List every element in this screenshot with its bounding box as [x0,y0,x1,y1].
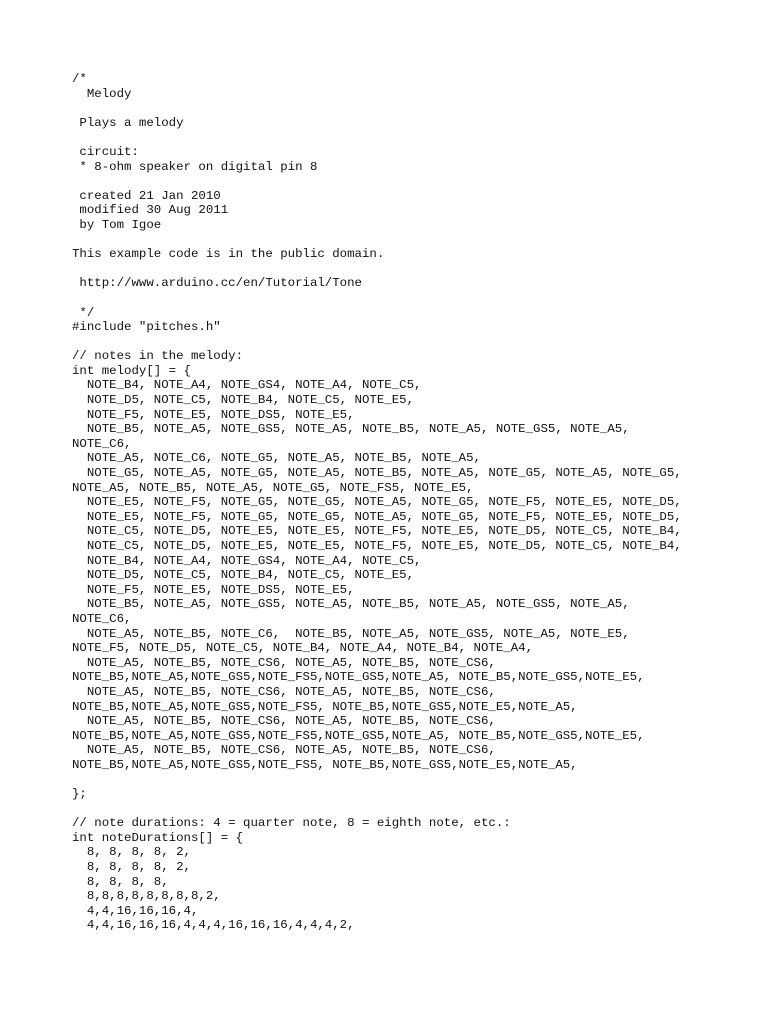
code-line: NOTE_F5, NOTE_E5, NOTE_DS5, NOTE_E5, [72,582,355,597]
code-line: #include "pitches.h" [72,320,221,335]
code-line: 8,8,8,8,8,8,8,8,2, [72,889,221,904]
code-line: http://www.arduino.cc/en/Tutorial/Tone [72,276,362,291]
blank-line [72,101,682,116]
code-line: 4,4,16,16,16,4,4,4,16,16,16,4,4,4,2, [72,918,355,933]
code-line: NOTE_B5,NOTE_A5,NOTE_GS5,NOTE_FS5,NOTE_GS5,NOTE_A5, NOTE_B5,NOTE_GS5,NOTE_E5, [72,670,645,685]
code-line: NOTE_C6, [72,611,132,626]
code-line: /* [72,72,87,86]
code-line: modified 30 Aug 2011 [72,203,229,218]
code-line: NOTE_B5, NOTE_A5, NOTE_GS5, NOTE_A5, NOTE_B5, NOTE_A5, NOTE_GS5, NOTE_A5, [72,597,630,612]
blank-line [72,130,682,145]
blank-line [72,291,682,306]
code-line: * 8-ohm speaker on digital pin 8 [72,159,318,174]
code-line: NOTE_D5, NOTE_C5, NOTE_B4, NOTE_C5, NOTE_E5, [72,393,415,408]
code-line: }; [72,787,87,802]
blank-line [72,233,682,248]
code-line: NOTE_A5, NOTE_B5, NOTE_CS6, NOTE_A5, NOTE_B5, NOTE_CS6, [72,655,496,670]
code-line: NOTE_C5, NOTE_D5, NOTE_E5, NOTE_E5, NOTE_F5, NOTE_E5, NOTE_D5, NOTE_C5, NOTE_B4, [72,539,682,553]
code-line: This example code is in the public domain. [72,247,385,262]
code-line: NOTE_A5, NOTE_B5, NOTE_CS6, NOTE_A5, NOTE_B5, NOTE_CS6, [72,684,496,699]
code-line: NOTE_B5, NOTE_A5, NOTE_GS5, NOTE_A5, NOTE_B5, NOTE_A5, NOTE_GS5, NOTE_A5, [72,422,630,437]
blank-line [72,335,682,350]
code-line: NOTE_D5, NOTE_C5, NOTE_B4, NOTE_C5, NOTE_E5, [72,568,415,583]
code-line: 8, 8, 8, 8, 2, [72,860,191,875]
code-line: // notes in the melody: [72,349,244,364]
blank-line [72,773,682,788]
code-listing [72,72,682,933]
blank-line [72,802,682,817]
code-line: NOTE_E5, NOTE_F5, NOTE_G5, NOTE_G5, NOTE_A5, NOTE_G5, NOTE_F5, NOTE_E5, NOTE_D5, [72,509,682,524]
blank-line [72,262,682,277]
code-line: NOTE_B5,NOTE_A5,NOTE_GS5,NOTE_FS5, NOTE_B5,NOTE_GS5,NOTE_E5,NOTE_A5, [72,699,578,714]
code-line: NOTE_B5,NOTE_A5,NOTE_GS5,NOTE_FS5, NOTE_B5,NOTE_GS5,NOTE_E5,NOTE_A5, [72,757,578,772]
code-line: Plays a melody [72,115,184,130]
code-line: // note durations: 4 = quarter note, 8 = eighth note, etc.: [72,816,511,831]
code-line: NOTE_B5,NOTE_A5,NOTE_GS5,NOTE_FS5,NOTE_GS5,NOTE_A5, NOTE_B5,NOTE_GS5,NOTE_E5, [72,728,645,743]
code-line: 8, 8, 8, 8, 2, [72,845,191,860]
code-line: */ [72,305,95,320]
code-line: NOTE_A5, NOTE_B5, NOTE_CS6, NOTE_A5, NOTE_B5, NOTE_CS6, [72,714,496,729]
code-line: 4,4,16,16,16,4, [72,903,199,918]
code-line: NOTE_G5, NOTE_A5, NOTE_G5, NOTE_A5, NOTE_B5, NOTE_A5, NOTE_G5, NOTE_A5, NOTE_G5, [72,466,682,481]
code-line: NOTE_C5, NOTE_D5, NOTE_E5, NOTE_E5, NOTE_F5, NOTE_E5, NOTE_D5, NOTE_C5, NOTE_B4, [72,524,682,539]
code-line: NOTE_F5, NOTE_D5, NOTE_C5, NOTE_B4, NOTE_A4, NOTE_B4, NOTE_A4, [72,641,534,656]
code-line: NOTE_A5, NOTE_B5, NOTE_A5, NOTE_G5, NOTE_FS5, NOTE_E5, [72,480,474,495]
code-line: NOTE_A5, NOTE_B5, NOTE_C6, NOTE_B5, NOTE_A5, NOTE_GS5, NOTE_A5, NOTE_E5, [72,626,630,641]
code-line: Melody [72,86,132,101]
code-line: circuit: [72,144,139,159]
code-line: int noteDurations[] = { [72,830,244,845]
code-line: NOTE_E5, NOTE_F5, NOTE_G5, NOTE_G5, NOTE_A5, NOTE_G5, NOTE_F5, NOTE_E5, NOTE_D5, [72,495,682,510]
code-line: NOTE_C6, [72,436,132,451]
blank-line [72,174,682,189]
code-line: int melody[] = { [72,363,191,378]
code-line: created 21 Jan 2010 [72,188,221,203]
code-line: NOTE_A5, NOTE_C6, NOTE_G5, NOTE_A5, NOTE_B5, NOTE_A5, [72,451,481,466]
code-line: 8, 8, 8, 8, [72,874,169,889]
code-line: NOTE_B4, NOTE_A4, NOTE_GS4, NOTE_A4, NOTE_C5, [72,553,422,568]
code-line: by Tom Igoe [72,217,162,232]
code-line: NOTE_F5, NOTE_E5, NOTE_DS5, NOTE_E5, [72,407,355,422]
code-line: NOTE_A5, NOTE_B5, NOTE_CS6, NOTE_A5, NOTE_B5, NOTE_CS6, [72,743,496,758]
code-line: NOTE_B4, NOTE_A4, NOTE_GS4, NOTE_A4, NOTE_C5, [72,378,422,393]
